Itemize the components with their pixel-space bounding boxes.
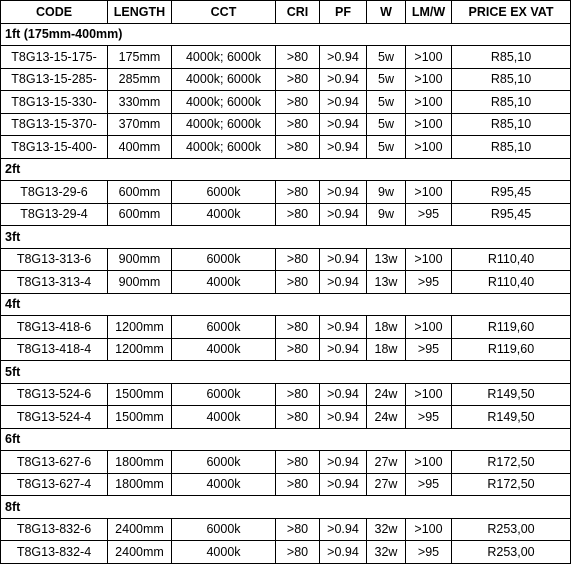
cell-w: 9w	[367, 203, 406, 226]
cell-price: R95,45	[452, 203, 571, 226]
cell-length: 1500mm	[108, 383, 172, 406]
cell-code: T8G13-29-4	[1, 203, 108, 226]
cell-cri: >80	[276, 541, 320, 564]
cell-lmw: >95	[406, 473, 452, 496]
cell-cri: >80	[276, 248, 320, 271]
cell-length: 1500mm	[108, 406, 172, 429]
cell-lmw: >100	[406, 248, 452, 271]
header-pf: PF	[320, 1, 367, 24]
cell-pf: >0.94	[320, 203, 367, 226]
cell-length: 370mm	[108, 113, 172, 136]
cell-length: 900mm	[108, 248, 172, 271]
cell-price: R95,45	[452, 181, 571, 204]
header-cri: CRI	[276, 1, 320, 24]
cell-cct: 4000k	[172, 406, 276, 429]
cell-price: R253,00	[452, 541, 571, 564]
cell-cri: >80	[276, 383, 320, 406]
cell-length: 285mm	[108, 68, 172, 91]
cell-cri: >80	[276, 451, 320, 474]
cell-cri: >80	[276, 473, 320, 496]
table-row	[1, 248, 571, 271]
cell-code: T8G13-627-6	[1, 451, 108, 474]
cell-cct: 6000k	[172, 383, 276, 406]
cell-cri: >80	[276, 271, 320, 294]
group-label: 1ft (175mm-400mm)	[1, 23, 571, 46]
cell-length: 600mm	[108, 181, 172, 204]
cell-price: R85,10	[452, 136, 571, 159]
cell-pf: >0.94	[320, 181, 367, 204]
cell-length: 1200mm	[108, 338, 172, 361]
cell-w: 18w	[367, 338, 406, 361]
cell-price: R85,10	[452, 113, 571, 136]
cell-cct: 4000k	[172, 541, 276, 564]
cell-pf: >0.94	[320, 248, 367, 271]
header-code: CODE	[1, 1, 108, 24]
cell-cct: 6000k	[172, 248, 276, 271]
cell-pf: >0.94	[320, 271, 367, 294]
cell-cct: 4000k	[172, 473, 276, 496]
cell-lmw: >95	[406, 271, 452, 294]
cell-w: 32w	[367, 518, 406, 541]
cell-length: 1200mm	[108, 316, 172, 339]
table-row	[1, 271, 571, 294]
cell-code: T8G13-15-175-	[1, 46, 108, 69]
cell-pf: >0.94	[320, 91, 367, 114]
cell-price: R172,50	[452, 473, 571, 496]
cell-code: T8G13-15-330-	[1, 91, 108, 114]
cell-price: R253,00	[452, 518, 571, 541]
table-row	[1, 406, 571, 429]
cell-lmw: >95	[406, 406, 452, 429]
cell-price: R149,50	[452, 406, 571, 429]
cell-code: T8G13-313-6	[1, 248, 108, 271]
cell-w: 24w	[367, 383, 406, 406]
cell-length: 600mm	[108, 203, 172, 226]
header-cct: CCT	[172, 1, 276, 24]
cell-code: T8G13-15-370-	[1, 113, 108, 136]
cell-lmw: >100	[406, 451, 452, 474]
cell-code: T8G13-832-4	[1, 541, 108, 564]
cell-cct: 6000k	[172, 518, 276, 541]
cell-cct: 6000k	[172, 316, 276, 339]
cell-lmw: >95	[406, 338, 452, 361]
cell-pf: >0.94	[320, 136, 367, 159]
cell-lmw: >100	[406, 68, 452, 91]
cell-pf: >0.94	[320, 338, 367, 361]
cell-cri: >80	[276, 136, 320, 159]
group-label: 5ft	[1, 361, 571, 384]
cell-price: R110,40	[452, 271, 571, 294]
cell-w: 5w	[367, 46, 406, 69]
cell-pf: >0.94	[320, 406, 367, 429]
cell-cct: 6000k	[172, 451, 276, 474]
header-row	[1, 1, 571, 24]
table-row	[1, 338, 571, 361]
cell-lmw: >100	[406, 136, 452, 159]
cell-pf: >0.94	[320, 518, 367, 541]
cell-length: 900mm	[108, 271, 172, 294]
header-w: W	[367, 1, 406, 24]
cell-w: 9w	[367, 181, 406, 204]
cell-cri: >80	[276, 46, 320, 69]
cell-price: R172,50	[452, 451, 571, 474]
cell-cri: >80	[276, 338, 320, 361]
table-row	[1, 541, 571, 564]
cell-code: T8G13-418-4	[1, 338, 108, 361]
cell-pf: >0.94	[320, 68, 367, 91]
cell-cri: >80	[276, 406, 320, 429]
cell-pf: >0.94	[320, 113, 367, 136]
cell-w: 5w	[367, 91, 406, 114]
cell-length: 2400mm	[108, 541, 172, 564]
cell-cct: 4000k	[172, 203, 276, 226]
cell-cct: 4000k; 6000k	[172, 68, 276, 91]
cell-code: T8G13-832-6	[1, 518, 108, 541]
cell-w: 5w	[367, 68, 406, 91]
cell-w: 5w	[367, 136, 406, 159]
cell-lmw: >100	[406, 113, 452, 136]
cell-lmw: >100	[406, 91, 452, 114]
cell-w: 32w	[367, 541, 406, 564]
table-row	[1, 136, 571, 159]
cell-cct: 4000k	[172, 271, 276, 294]
cell-cri: >80	[276, 91, 320, 114]
cell-pf: >0.94	[320, 316, 367, 339]
group-header-row	[1, 496, 571, 519]
cell-lmw: >100	[406, 518, 452, 541]
cell-price: R149,50	[452, 383, 571, 406]
cell-w: 27w	[367, 473, 406, 496]
table-row	[1, 316, 571, 339]
group-label: 4ft	[1, 293, 571, 316]
table-row	[1, 91, 571, 114]
table-row	[1, 518, 571, 541]
table-row	[1, 383, 571, 406]
cell-pf: >0.94	[320, 473, 367, 496]
table-row	[1, 113, 571, 136]
cell-cri: >80	[276, 68, 320, 91]
group-label: 3ft	[1, 226, 571, 249]
cell-price: R110,40	[452, 248, 571, 271]
cell-pf: >0.94	[320, 451, 367, 474]
cell-code: T8G13-29-6	[1, 181, 108, 204]
table-row	[1, 473, 571, 496]
cell-code: T8G13-524-6	[1, 383, 108, 406]
table-row	[1, 203, 571, 226]
table-row	[1, 46, 571, 69]
cell-cct: 4000k; 6000k	[172, 46, 276, 69]
cell-cri: >80	[276, 203, 320, 226]
cell-cct: 4000k; 6000k	[172, 136, 276, 159]
cell-price: R85,10	[452, 46, 571, 69]
group-label: 6ft	[1, 428, 571, 451]
group-label: 8ft	[1, 496, 571, 519]
cell-code: T8G13-418-6	[1, 316, 108, 339]
cell-price: R85,10	[452, 68, 571, 91]
cell-length: 1800mm	[108, 473, 172, 496]
group-header-row	[1, 293, 571, 316]
cell-code: T8G13-15-285-	[1, 68, 108, 91]
table-row	[1, 181, 571, 204]
cell-w: 27w	[367, 451, 406, 474]
group-label: 2ft	[1, 158, 571, 181]
cell-lmw: >95	[406, 203, 452, 226]
cell-pf: >0.94	[320, 541, 367, 564]
cell-length: 2400mm	[108, 518, 172, 541]
cell-pf: >0.94	[320, 383, 367, 406]
cell-lmw: >95	[406, 541, 452, 564]
cell-pf: >0.94	[320, 46, 367, 69]
cell-w: 13w	[367, 271, 406, 294]
cell-code: T8G13-524-4	[1, 406, 108, 429]
header-price: PRICE EX VAT	[452, 1, 571, 24]
cell-code: T8G13-15-400-	[1, 136, 108, 159]
cell-lmw: >100	[406, 316, 452, 339]
cell-cct: 4000k; 6000k	[172, 113, 276, 136]
cell-cri: >80	[276, 316, 320, 339]
group-header-row	[1, 23, 571, 46]
cell-cri: >80	[276, 181, 320, 204]
cell-price: R119,60	[452, 338, 571, 361]
group-header-row	[1, 226, 571, 249]
cell-cct: 6000k	[172, 181, 276, 204]
cell-code: T8G13-313-4	[1, 271, 108, 294]
cell-w: 24w	[367, 406, 406, 429]
group-header-row	[1, 158, 571, 181]
table-body	[1, 23, 571, 563]
group-header-row	[1, 361, 571, 384]
cell-price: R119,60	[452, 316, 571, 339]
cell-length: 330mm	[108, 91, 172, 114]
cell-cct: 4000k	[172, 338, 276, 361]
cell-lmw: >100	[406, 46, 452, 69]
cell-cri: >80	[276, 113, 320, 136]
cell-length: 1800mm	[108, 451, 172, 474]
cell-price: R85,10	[452, 91, 571, 114]
cell-lmw: >100	[406, 383, 452, 406]
table-row	[1, 451, 571, 474]
cell-length: 175mm	[108, 46, 172, 69]
cell-w: 5w	[367, 113, 406, 136]
cell-w: 18w	[367, 316, 406, 339]
header-lmw: LM/W	[406, 1, 452, 24]
table-row	[1, 68, 571, 91]
group-header-row	[1, 428, 571, 451]
cell-length: 400mm	[108, 136, 172, 159]
header-length: LENGTH	[108, 1, 172, 24]
cell-cct: 4000k; 6000k	[172, 91, 276, 114]
cell-cri: >80	[276, 518, 320, 541]
cell-lmw: >100	[406, 181, 452, 204]
cell-w: 13w	[367, 248, 406, 271]
cell-code: T8G13-627-4	[1, 473, 108, 496]
